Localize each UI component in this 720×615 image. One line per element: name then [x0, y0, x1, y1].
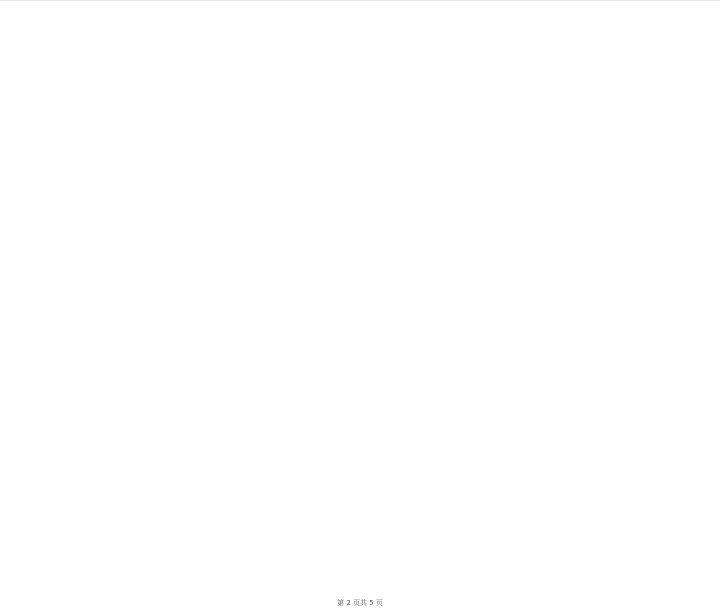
page-number-footer: 第 2 页共 5 页 [337, 599, 383, 607]
